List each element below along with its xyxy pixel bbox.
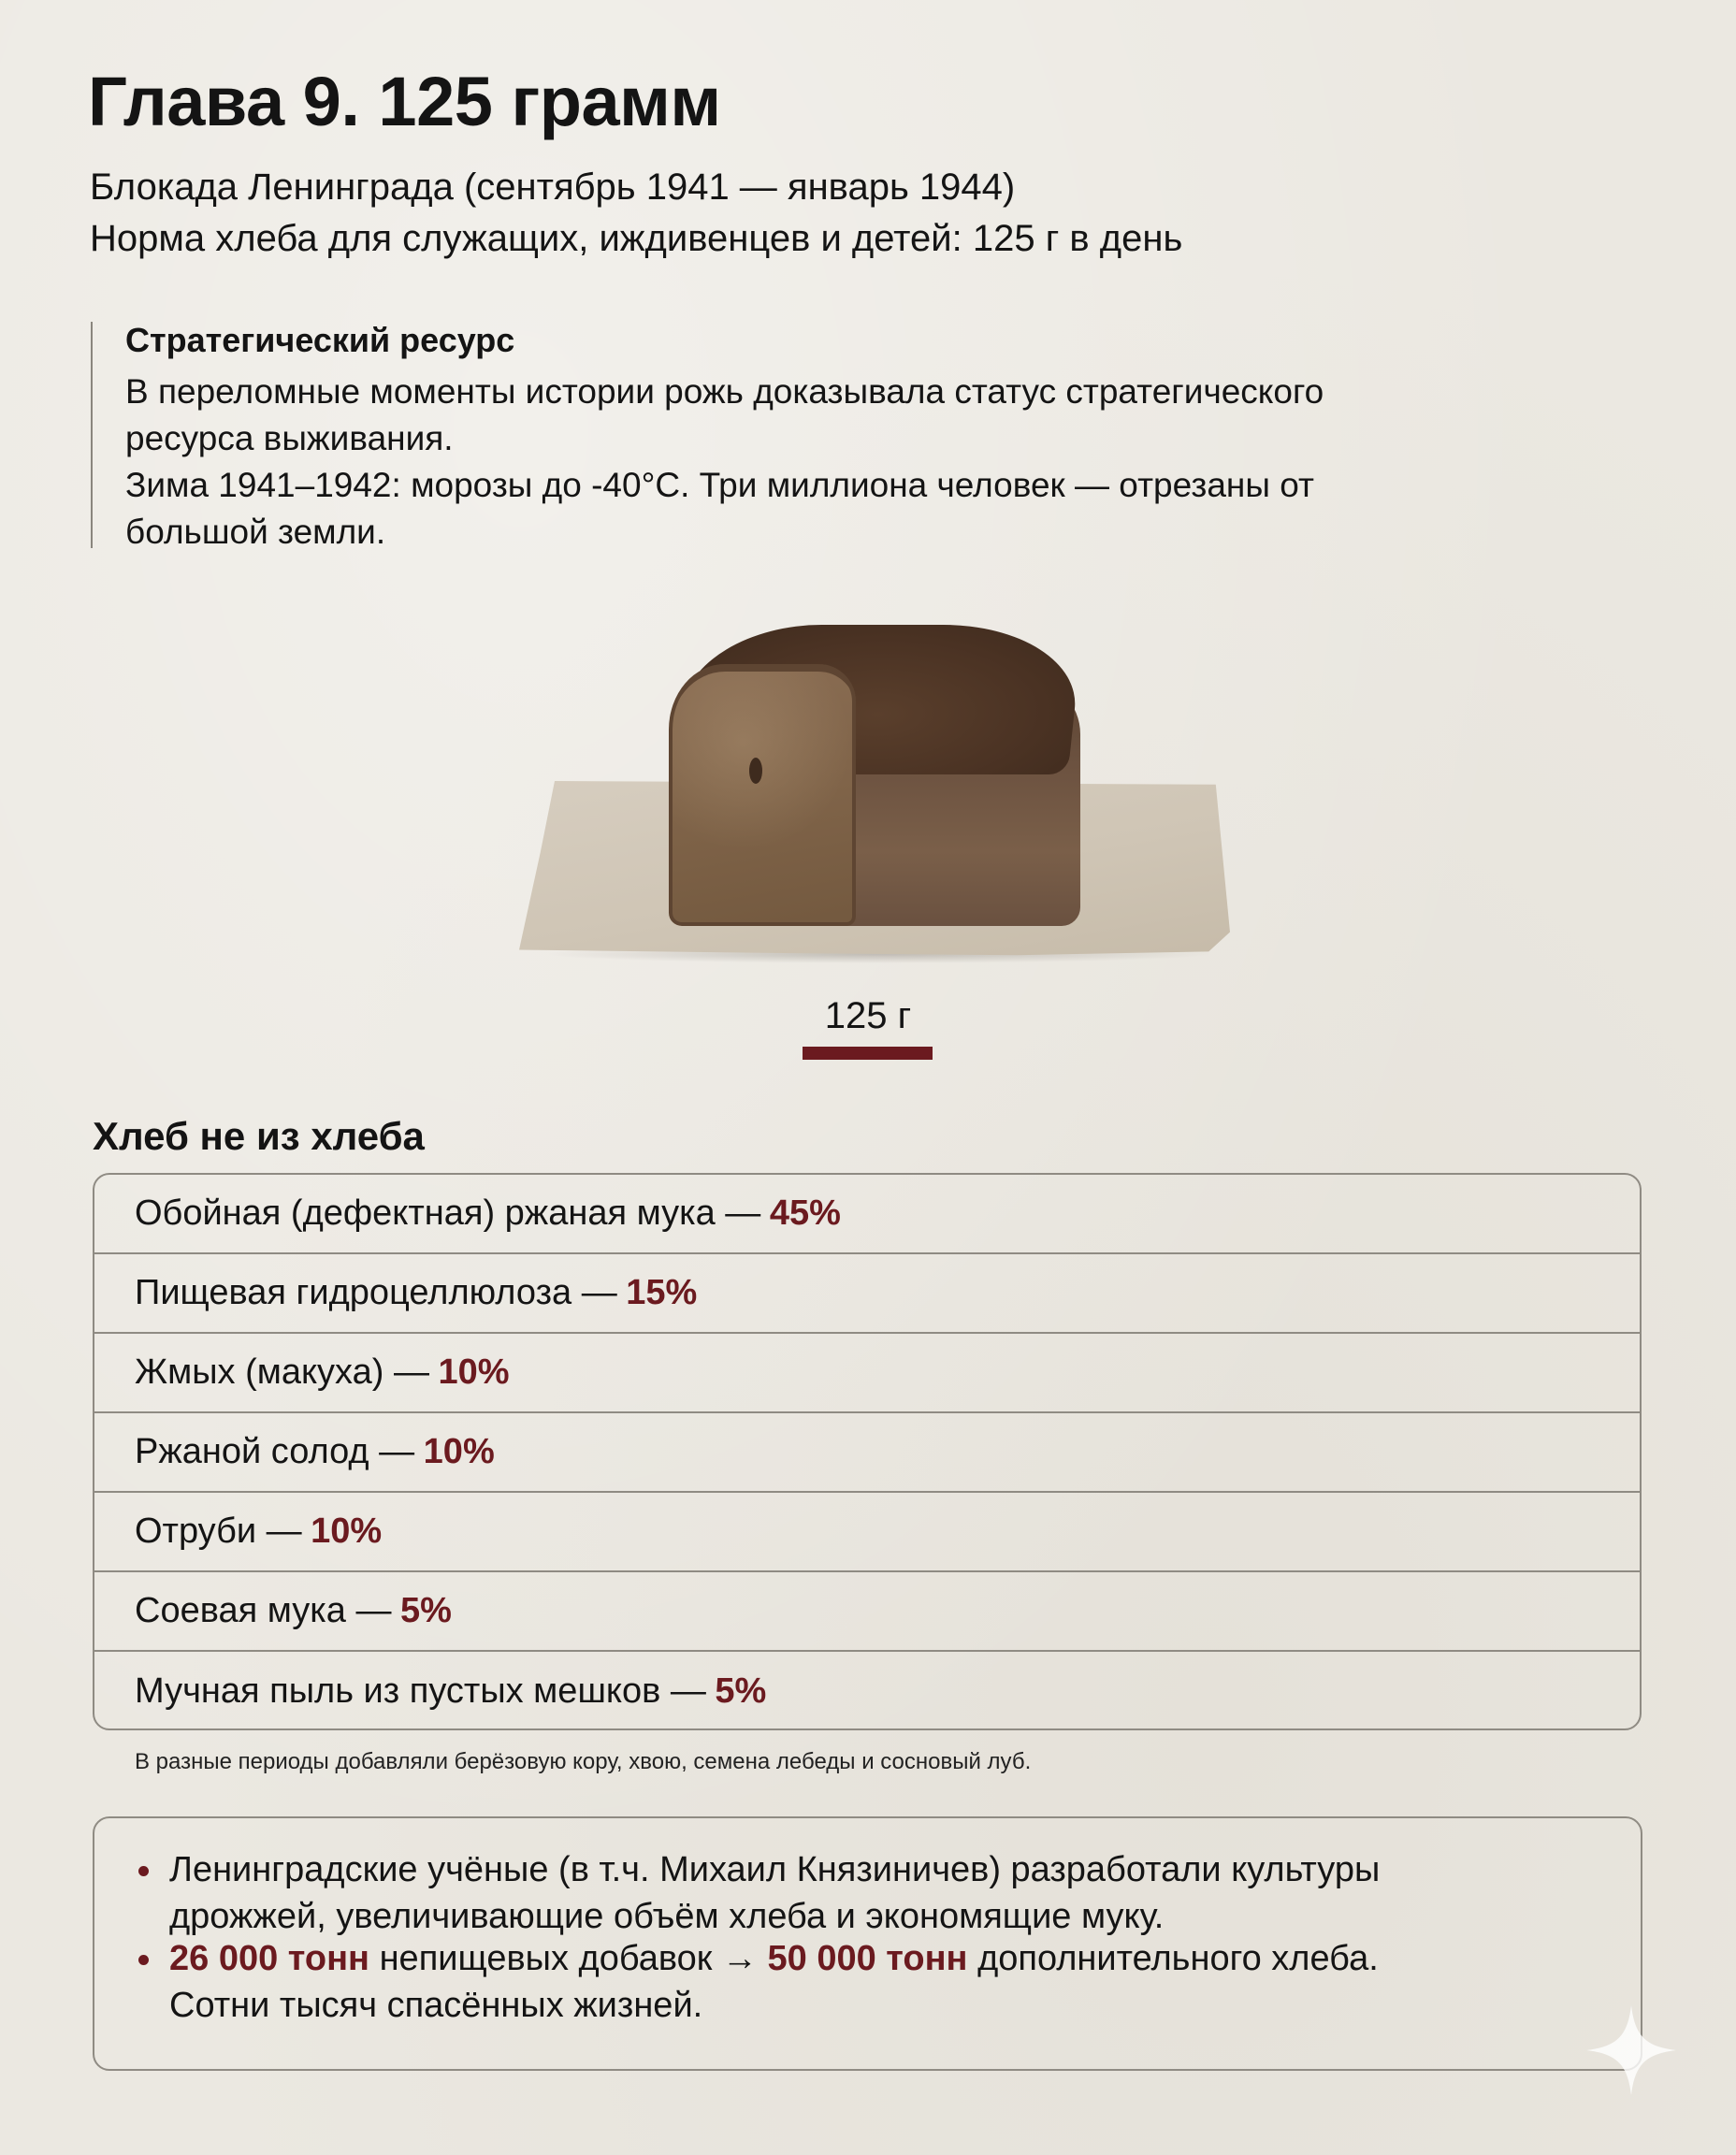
additives-tonnage: 26 000 тонн <box>169 1939 370 1978</box>
ingredients-title: Хлеб не из хлеба <box>93 1114 425 1158</box>
ingredient-name: Мучная пыль из пустых мешков — <box>135 1671 706 1711</box>
ingredient-name: Ржаной солод — <box>135 1432 415 1471</box>
ingredient-percent: 10% <box>438 1352 510 1392</box>
strategic-line: В переломные моменты истории рожь доказывала статус стратегического <box>125 372 1324 411</box>
ingredient-row <box>94 1254 1640 1334</box>
bullet-dot-icon <box>138 1866 149 1876</box>
ration-weight-label: 125 г <box>824 995 912 1036</box>
ingredient-percent: 10% <box>311 1511 383 1551</box>
fact-line: дрожжей, увеличивающие объём хлеба и экономящие муку. <box>169 1897 1165 1936</box>
ingredient-name: Отруби — <box>135 1511 302 1551</box>
strategic-paragraph <box>125 369 1659 556</box>
strategic-heading: Стратегический ресурс <box>125 321 515 359</box>
ingredient-name: Соевая мука — <box>135 1591 392 1630</box>
bread-crumb-hole <box>749 758 762 784</box>
subtitle-period: Блокада Ленинграда (сентябрь 1941 — январь 1944) <box>90 166 1016 208</box>
bread-cut-face <box>669 664 856 926</box>
fact-line: Сотни тысяч спасённых жизней. <box>169 1986 703 2025</box>
subtitle-ration: Норма хлеба для служащих, иждивенцев и детей: 125 г в день <box>90 218 1183 259</box>
quote-rule <box>91 322 93 548</box>
fact-line <box>169 1935 1379 1982</box>
ingredients-footnote: В разные периоды добавляли берёзовую кору, хвою, семена лебеды и сосновый луб. <box>135 1749 1032 1774</box>
ingredient-percent: 5% <box>399 1591 452 1630</box>
bread-ration-image <box>505 599 1235 991</box>
ingredient-row <box>94 1493 1640 1572</box>
facts-callout <box>93 1816 1642 2071</box>
ingredient-percent: 5% <box>715 1671 767 1711</box>
bullet-dot-icon <box>138 1955 149 1965</box>
ingredient-percent: 10% <box>423 1432 495 1471</box>
sparkle-icon <box>1586 2005 1676 2095</box>
strategic-line: ресурса выживания. <box>125 419 454 457</box>
fact-bullet-tonnage <box>169 1935 1379 2029</box>
fact-text: непищевых добавок → <box>369 1939 768 1978</box>
fact-text: дополнительного хлеба. <box>967 1939 1379 1978</box>
ingredient-row <box>94 1572 1640 1652</box>
fact-bullet-yeast <box>169 1846 1380 1940</box>
strategic-line: Зима 1941–1942: морозы до -40°C. Три миллиона человек — отрезаны от <box>125 466 1314 504</box>
fact-line: Ленинградские учёные (в т.ч. Михаил Князиничев) разработали культуры <box>169 1850 1381 1889</box>
ingredient-row <box>94 1334 1640 1413</box>
bread-tonnage: 50 000 тонн <box>767 1939 968 1978</box>
ingredient-percent: 45% <box>769 1193 841 1233</box>
ingredient-row <box>94 1652 1640 1730</box>
ingredient-name: Пищевая гидроцеллюлоза — <box>135 1273 617 1312</box>
accent-underline <box>803 1047 933 1060</box>
ingredients-table <box>93 1173 1642 1730</box>
ingredient-name: Обойная (дефектная) ржаная мука — <box>135 1193 761 1233</box>
ingredient-name: Жмых (макуха) — <box>135 1352 429 1392</box>
page-title: Глава 9. 125 грамм <box>88 63 721 140</box>
strategic-line: большой земли. <box>125 513 386 551</box>
ingredient-row <box>94 1175 1640 1254</box>
ingredient-row <box>94 1413 1640 1493</box>
ingredient-percent: 15% <box>626 1273 698 1312</box>
